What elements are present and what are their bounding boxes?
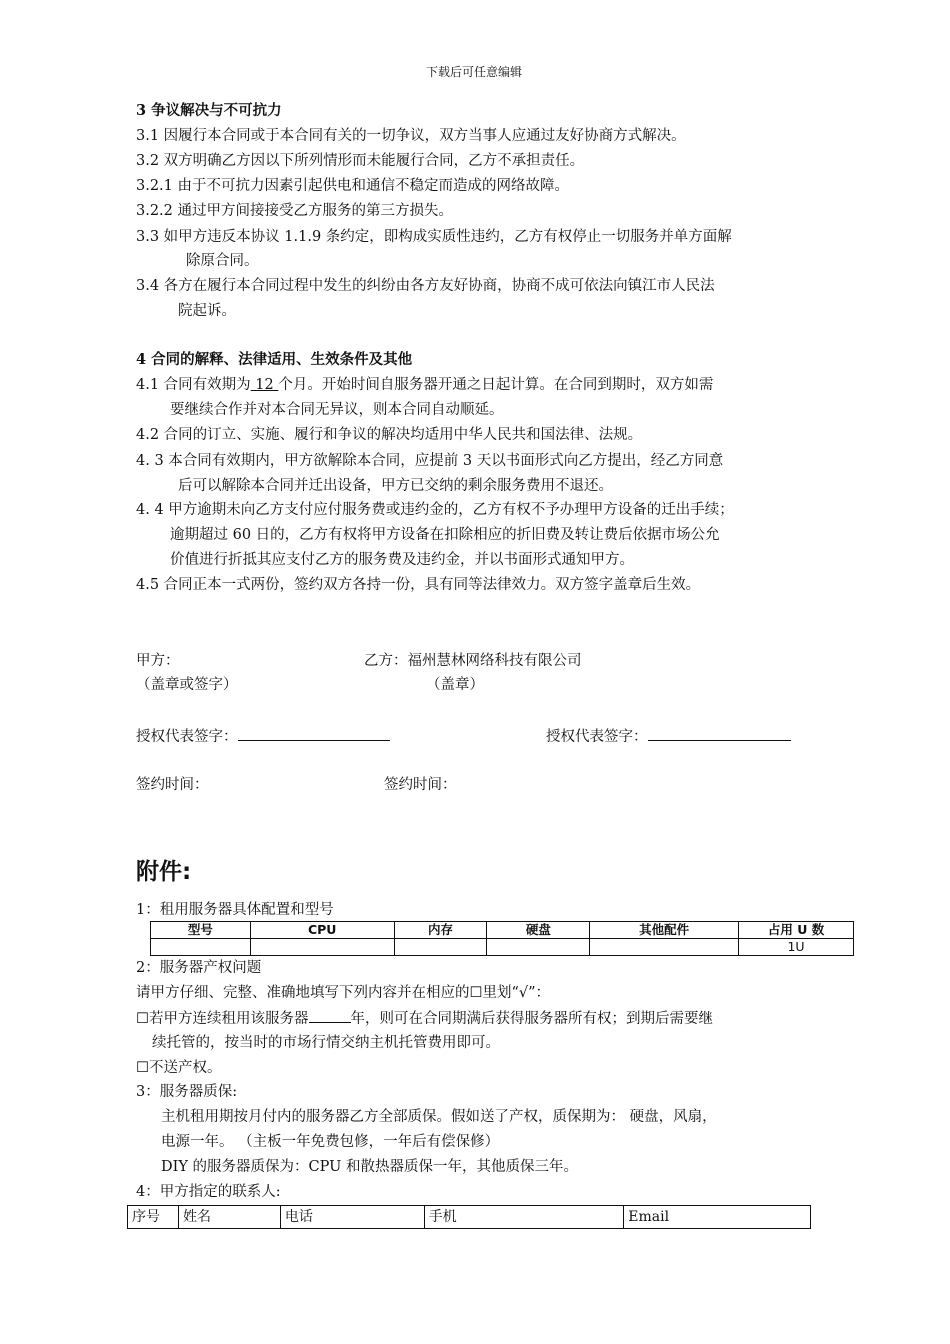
attachment-item-2: 2：服务器产权问题 [136, 960, 262, 976]
section-4-title: 4 合同的解释、法律适用、生效条件及其他 [136, 351, 413, 368]
warranty-line3: DIY 的服务器质保为：CPU 和散热器质保一年，其他质保三年。 [161, 1159, 578, 1175]
header-other-parts: 其他配件 [590, 922, 739, 939]
clause-4-4-line2: 逾期超过 60 日的，乙方有权将甲方设备在扣除相应的折旧费及转让费后依据市场公允 [170, 527, 720, 543]
table-row [151, 939, 854, 956]
contact-table [127, 1205, 811, 1229]
party-b-representative [546, 726, 791, 747]
server-config-table [150, 921, 854, 956]
header-disk: 硬盘 [487, 922, 590, 939]
clause-4-2: 4.2 合同的订立、实施、履行和争议的解决均适用中华人民共和国法律、法规。 [136, 427, 643, 443]
ownership-years-field[interactable] [309, 1008, 351, 1023]
header-cpu: CPU [250, 922, 394, 939]
warranty-line1: 主机租用期按月付内的服务器乙方全部质保。假如送了产权，质保期为： 硬盘，风扇， [161, 1109, 717, 1125]
header-name: 姓名 [178, 1206, 280, 1229]
party-b-signature-line[interactable] [648, 726, 791, 741]
clause-4-4-line3: 价值进行折抵其应支付乙方的服务费及违约金，并以书面形式通知甲方。 [170, 552, 634, 568]
header-model: 型号 [151, 922, 251, 939]
clause-3-2: 3.2 双方明确乙方因以下所列情形而未能履行合同，乙方不承担责任。 [136, 153, 585, 169]
party-b-label: 乙方：福州慧林网络科技有限公司 [364, 653, 582, 669]
contact-header-row [128, 1206, 811, 1229]
attachment-item-1: 1：租用服务器具体配置和型号 [136, 902, 334, 918]
section-3-title: 3 争议解决与不可抗力 [136, 102, 282, 119]
attachment-title: 附件: [136, 859, 192, 885]
party-a-label: 甲方： [136, 653, 180, 669]
header-mobile: 手机 [424, 1206, 624, 1229]
clause-3-4-line1: 3.4 各方在履行本合同过程中发生的纠纷由各方友好协商，协商不成可依法向镇江市人民法 [136, 278, 715, 294]
clause-4-3-line2: 后可以解除本合同并迁出设备，甲方已交纳的剩余服务费用不退还。 [178, 478, 613, 494]
header-rack-units: 占用 U 数 [739, 922, 854, 939]
clause-4-4-line1: 4. 4 甲方逾期未向乙方支付应付服务费或违约金的，乙方有权不予办理甲方设备的迁出手续； [136, 502, 734, 518]
page-header-note: 下载后可任意编辑 [426, 65, 523, 79]
attachment-item-4: 4：甲方指定的联系人: [136, 1184, 281, 1200]
clause-4-1-suffix: 个月。开始时间自服务器开通之日起计算。在合同到期时，双方如需 [278, 377, 714, 393]
clause-3-2-2: 3.2.2 通过甲方间接接受乙方服务的第三方损失。 [136, 203, 454, 219]
clause-3-4-line2: 院起诉。 [178, 303, 236, 319]
party-b-representative-label: 授权代表签字： [546, 729, 648, 745]
party-a-representative [136, 726, 390, 747]
party-a-seal-note: （盖章或签字） [136, 677, 238, 693]
party-a-representative-label: 授权代表签字： [136, 729, 238, 745]
clause-4-1-prefix: 4.1 合同有效期为 [136, 377, 251, 393]
attachment-item-3: 3：服务器质保: [136, 1084, 238, 1100]
warranty-line2: 电源一年。 （主板一年免费包修，一年后有偿保修） [161, 1134, 500, 1150]
cell-memory[interactable] [394, 939, 487, 956]
clause-3-3-line2: 除原合同。 [186, 253, 259, 269]
clause-4-5: 4.5 合同正本一式两份，签约双方各持一份，具有同等法律效力。双方签字盖章后生效。 [136, 577, 701, 593]
cell-other-parts[interactable] [590, 939, 739, 956]
ownership-option-1-line2: 续托管的，按当时的市场行情交纳主机托管费用即可。 [152, 1035, 500, 1051]
party-a-sign-date-label: 签约时间： [136, 777, 209, 793]
party-a-signature-line[interactable] [238, 726, 390, 741]
table-header-row [151, 922, 854, 939]
clause-4-3-line1: 4. 3 本合同有效期内，甲方欲解除本合同，应提前 3 天以书面形式向乙方提出，经乙方同意 [136, 453, 724, 469]
clause-3-3-line1: 3.3 如甲方违反本协议 1.1.9 条约定，即构成实质性违约，乙方有权停止一切服务并单方面解 [136, 229, 732, 245]
clause-4-1-line2: 要继续合作并对本合同无异议，则本合同自动顺延。 [170, 402, 504, 418]
header-index: 序号 [128, 1206, 179, 1229]
ownership-option-1-checkbox-text[interactable]: ☐若甲方连续租用该服务器 [136, 1011, 309, 1027]
party-b-seal-note: （盖章） [426, 677, 484, 693]
ownership-option-1-suffix: 年，则可在合同期满后获得服务器所有权；到期后需要继 [350, 1011, 713, 1027]
cell-model[interactable] [151, 939, 251, 956]
contract-months-field: 12 [250, 377, 279, 393]
header-phone: 电话 [280, 1206, 424, 1229]
ownership-option-1-line1 [136, 1008, 713, 1029]
cell-disk[interactable] [487, 939, 590, 956]
header-email: Email [624, 1206, 811, 1229]
ownership-option-2[interactable]: ☐不送产权。 [136, 1060, 222, 1076]
header-memory: 内存 [394, 922, 487, 939]
clause-3-2-1: 3.2.1 由于不可抗力因素引起供电和通信不稳定而造成的网络故障。 [136, 178, 570, 194]
ownership-instructions: 请甲方仔细、完整、准确地填写下列内容并在相应的☐里划“√”： [136, 985, 551, 1001]
clause-3-1: 3.1 因履行本合同或于本合同有关的一切争议，双方当事人应通过友好协商方式解决。 [136, 128, 686, 144]
cell-cpu[interactable] [250, 939, 394, 956]
clause-4-1-line1 [136, 375, 713, 395]
party-b-sign-date-label: 签约时间： [384, 777, 457, 793]
cell-rack-units: 1U [739, 939, 854, 956]
